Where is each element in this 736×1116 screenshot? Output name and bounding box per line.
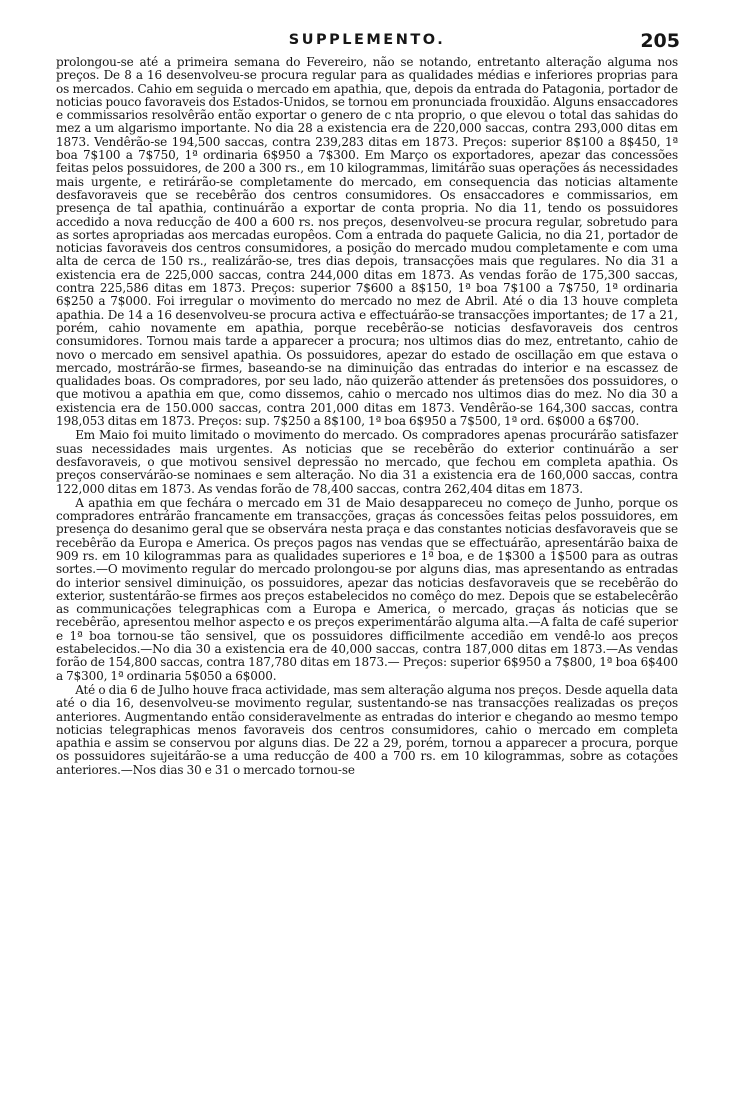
paragraph-may: Em Maio foi muito limitado o movimento do mercado. Os compradores apenas procurárão satisfazer suas necessidades mais urgentes. As noticias que se recebêrão do exterior continuárão a ser desfavoraveis, o que motivou sensivel depressão no mercado, que fechou em completa apathia. Os preços conservárão-se nominaes e sem alteração. No dia 31 a existencia era de 160,000 saccas, contra 122,000 ditas em 1873. As vendas forão de 78,400 saccas, contra 262,404 ditas em 1873. bbox=[56, 428, 678, 496]
paragraph-june: A apathia em que fechára o mercado em 31 de Maio desappareceu no começo de Junho, porque os compradores entrárão francamente em transacções, graças ás concessões feitas pelos possuidores, em presença do desanimo geral que se observára nesta praça e das constantes noticias desfavoraveis que se recebêrão da Europa e America. Os preços pagos nas vendas que se effectuárão, apresentárão baixa de 909 rs. em 10 kilogrammas para as qualidades superiores e 1ª boa, e de 1$300 a 1$500 para as outras sortes.—O movimento regular do mercado prolongou-se por alguns dias, mas apresentando as entradas do interior sensivel diminuição, os possuidores, apezar das noticias desfavoraveis que se recebêrão do exterior, sustentárão-se firmes aos preços estabelecidos no comêço do mez. Depois que se estabelecêrão as communicações telegraphicas com a Europa e America, o mercado, graças ás noticias que se recebêrão, apresentou melhor aspecto e os preços experimentárão alguma alta.—A falta de café superior e 1ª boa tornou-se tão sensivel, que os possuidores difficilmente accedião em vendê-lo aos preços estabelecidos.—No dia 30 a existencia era de 40,000 saccas, contra 187,000 ditas em 1873.—As vendas forão de 154,800 saccas, contra 187,780 ditas em 1873.— Preços: superior 6$950 a 7$800, 1ª boa 6$400 a 7$300, 1ª ordinaria 5$050 a 6$000. bbox=[56, 495, 678, 683]
page-header bbox=[56, 30, 678, 56]
body-text bbox=[56, 56, 678, 777]
running-title: SUPPLEMENTO. bbox=[288, 32, 446, 48]
paragraph-july: Até o dia 6 de Julho houve fraca actividade, mas sem alteração alguma nos preços. Desde aquella data até o dia 16, desenvolveu-se movimento regular, sustentando-se nas transacções realizadas os preços anteriores. Augmentando então consideravelmente as entradas do interior e chegando ao mesmo tempo noticias telegraphicas menos favoraveis dos centros consumidores, cahio o mercado em completa apathia e assim se conservou por alguns dias. De 22 a 29, porém, tornou a apparecer a procura, porque os possuidores sujeitárão-se a uma reducção de 400 a 700 rs. em 10 kilogrammas, sobre as cotações anteriores.—Nos dias 30 e 31 o mercado tornou-se bbox=[56, 682, 678, 777]
page-number: 205 bbox=[640, 30, 680, 52]
paragraph-february-april: prolongou-se até a primeira semana do Fevereiro, não se notando, entretanto alteração alguma nos preços. De 8 a 16 desenvolveu-se procura regular para as qualidades médias e inferiores proprias para os mercados. Cahio em seguida o mercado em apathia, que, depois da entrada do Patagonia, portador de noticias pouco favoraveis dos Estados-Unidos, se tornou em pronunciada frouxidão. Alguns ensaccadores e commissarios resolvêrão então exportar o genero de c nta proprio, o que elevou o total das sahidas do mez a um algarismo importante. No dia 28 a existencia era de 220,000 saccas, contra 293,000 ditas em 1873. Vendêrão-se 194,500 saccas, contra 239,283 ditas em 1873. Preços: superior 8$100 a 8$450, 1ª boa 7$100 a 7$750, 1ª ordinaria 6$950 a 7$300. Em Março os exportadores, apezar das concessões feitas pelos possuidores, de 200 a 300 rs., em 10 kilogrammas, limitárão suas operações ás necessidades mais urgente, e retirárão-se completamente do mercado, em consequencia das noticias altamente desfavoraveis que se recebêrão dos centros consumidores. Os ensaccadores e commissarios, em presença de tal apathia, continuárão a exportar de conta propria. No dia 11, tendo os possuidores accedido a nova reducção de 400 a 600 rs. nos preços, desenvolveu-se procura regular, sobretudo para as sortes apropriadas aos mercadas europêos. Com a entrada do paquete Galicia, no dia 21, portador de noticias favoraveis dos centros consumidores, a posição do mercado mudou completamente e com uma alta de cerca de 150 rs., realizárão-se, tres dias depois, transacções mais que regulares. No dia 31 a existencia era de 225,000 saccas, contra 244,000 ditas em 1873. As vendas forão de 175,300 saccas, contra 225,586 ditas em 1873. Preços: superior 7$600 a 8$150, 1ª boa 7$100 a 7$750, 1ª ordinaria 6$250 a 7$000. Foi irregular o movimento do mercado no mez de Abril. Até o dia 13 houve completa apathia. De 14 a 16 desenvolveu-se procura activa e effectuárão-se transacções importantes; de 17 a 21, porém, cahio novamente em apathia, porque recebêrão-se noticias desfavoraveis dos centros consumidores. Tornou mais tarde a apparecer a procura; nos ultimos dias do mez, entretanto, cahio de novo o mercado em sensivel apathia. Os possuidores, apezar do estado de oscillação em que estava o mercado, mostrárão-se firmes, baseando-se na diminuição das entradas do interior e na escassez de qualidades boas. Os compradores, por seu lado, não quizerão attender ás pretensões dos possuidores, o que motivou a apathia em que, como dissemos, cahio o mercado nos ultimos dias do mez. No dia 30 a existencia era de 150.000 saccas, contra 201,000 ditas em 1873. Vendêrão-se 164,300 saccas, contra 198,053 ditas em 1873. Preços: sup. 7$250 a 8$100, 1ª boa 6$950 a 7$500, 1ª ord. 6$000 a 6$700. bbox=[56, 55, 678, 429]
